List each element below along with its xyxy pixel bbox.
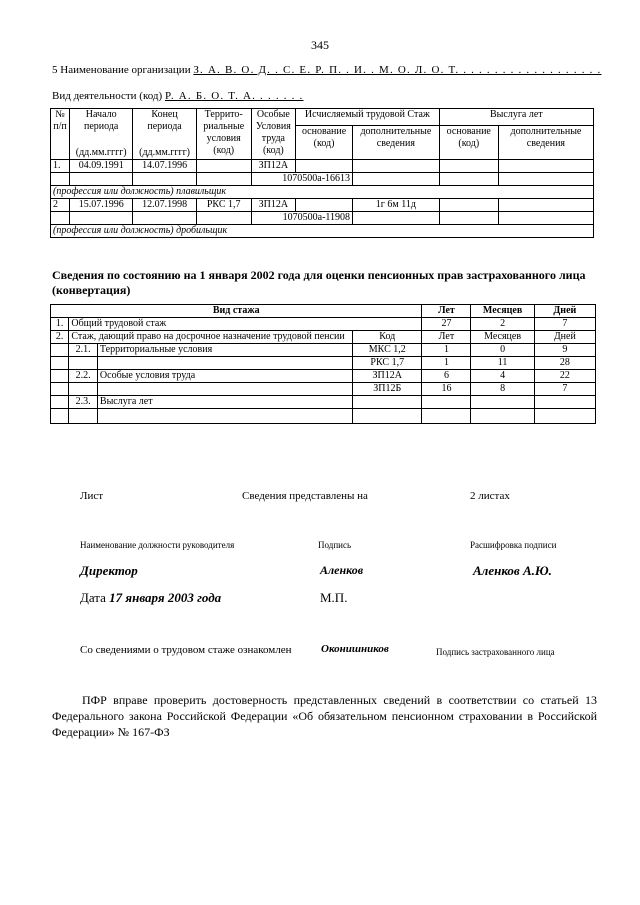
table-row: 2.3. Выслуга лет	[51, 396, 596, 409]
service-extra-header: дополнительные сведения	[498, 126, 593, 160]
profession-text: (профессия или должность) плавильщик	[51, 186, 594, 199]
table-row: 1. Общий трудовой стаж 27 2 7	[51, 318, 596, 331]
conversion-heading: Сведения по состоянию на 1 января 2002 года для оценки пенсионных прав застрахованного лица (конвертация)	[52, 268, 586, 297]
calc-basis-header: основание (код)	[296, 126, 353, 160]
organization-value: З. А. В. О. Д. . С. Е. Р. П. . И. . М. О. Л. О. Т. . . . . . . . . . . . . . . . . . .	[193, 64, 602, 76]
signature-value: Аленков	[320, 563, 364, 577]
profession-row	[51, 186, 594, 199]
acknowledge-label: Подпись застрахованного лица	[436, 647, 555, 657]
activity-value: Р. А. Б. О. Т. А. . . . . . .	[164, 90, 304, 102]
organization-label: 5 Наименование организации	[52, 64, 191, 76]
col-service-header: Выслуга лет	[439, 109, 593, 126]
decode-value: Аленков А.Ю.	[473, 563, 552, 578]
acknowledge-text: Со сведениями о трудовом стаже ознакомлен	[80, 644, 292, 656]
decode-label: Расшифровка подписи	[470, 540, 557, 550]
row-code: 1070500а-16613	[251, 173, 352, 186]
col-special-header: Особые Условия труда (код)	[251, 109, 295, 160]
table-row: 1. 04.09.1991 14.07.1996 ЗП12А	[51, 160, 594, 173]
col-terr-header: Террито-риальные условия (код)	[196, 109, 251, 160]
sheets-info: Сведения представлены на	[242, 490, 368, 502]
date-value: 17 января 2003 года	[109, 590, 222, 605]
position-value: Директор	[80, 563, 138, 578]
table-row: 2.2. Особые условия труда ЗП12А 6 4 22	[51, 370, 596, 383]
page-number: 345	[311, 38, 329, 52]
col-start-header: Начало периода (дд.мм.гггг)	[70, 109, 133, 160]
service-basis-header: основание (код)	[439, 126, 498, 160]
sheets-count: 2 листах	[470, 490, 510, 502]
acknowledge-signature: Оконишников	[321, 643, 389, 655]
table-row	[51, 212, 594, 225]
table-header-row	[51, 109, 594, 126]
table-row: 2.1. Территориальные условия МКС 1,2 1 0 9	[51, 344, 596, 357]
organization-line	[52, 64, 601, 76]
stamp-mark: М.П.	[320, 590, 348, 605]
legal-notice: ПФР вправе проверить достоверность представленных сведений в соответствии со статьей 13 Федерального закона Российской Федерации «Об обязательном пенсионном страховании в Российской Федерации» № 167-ФЗ	[52, 693, 597, 739]
col-calc-header: Исчисляемый трудовой Стаж	[296, 109, 440, 126]
table-row: 2 15.07.1996 12.07.1998 РКС 1,7 ЗП12А 1г 6м 11д	[51, 199, 594, 212]
table-row: РКС 1,7 1 11 28	[51, 357, 596, 370]
profession-row	[51, 225, 594, 238]
signature-label: Подпись	[318, 540, 352, 550]
activity-label: Вид деятельности (код)	[52, 90, 163, 102]
table-row: 2. Стаж, дающий право на досрочное назначение трудовой пенсии Код Лет Месяцев Дней	[51, 331, 596, 344]
periods-table	[50, 108, 594, 238]
calc-extra-header: дополнительные сведения	[353, 126, 440, 160]
table-row	[51, 173, 594, 186]
col-num-header: № п/п	[51, 109, 70, 160]
table-row: ЗП12Б 16 8 7	[51, 383, 596, 396]
col-end-header: Конец периода (дд.мм.гггг)	[133, 109, 196, 160]
conversion-table	[50, 304, 596, 424]
date-line	[80, 590, 221, 606]
activity-line	[52, 90, 304, 102]
sheet-label: Лист	[80, 490, 104, 502]
table-row	[51, 409, 596, 424]
position-label: Наименование должности руководителя	[80, 540, 235, 550]
date-label: Дата	[80, 590, 106, 605]
table-header-row: Вид стажа Лет Месяцев Дней	[51, 305, 596, 318]
row-code: 1070500а-11908	[251, 212, 352, 225]
profession-text: (профессия или должность) дробильщик	[51, 225, 594, 238]
